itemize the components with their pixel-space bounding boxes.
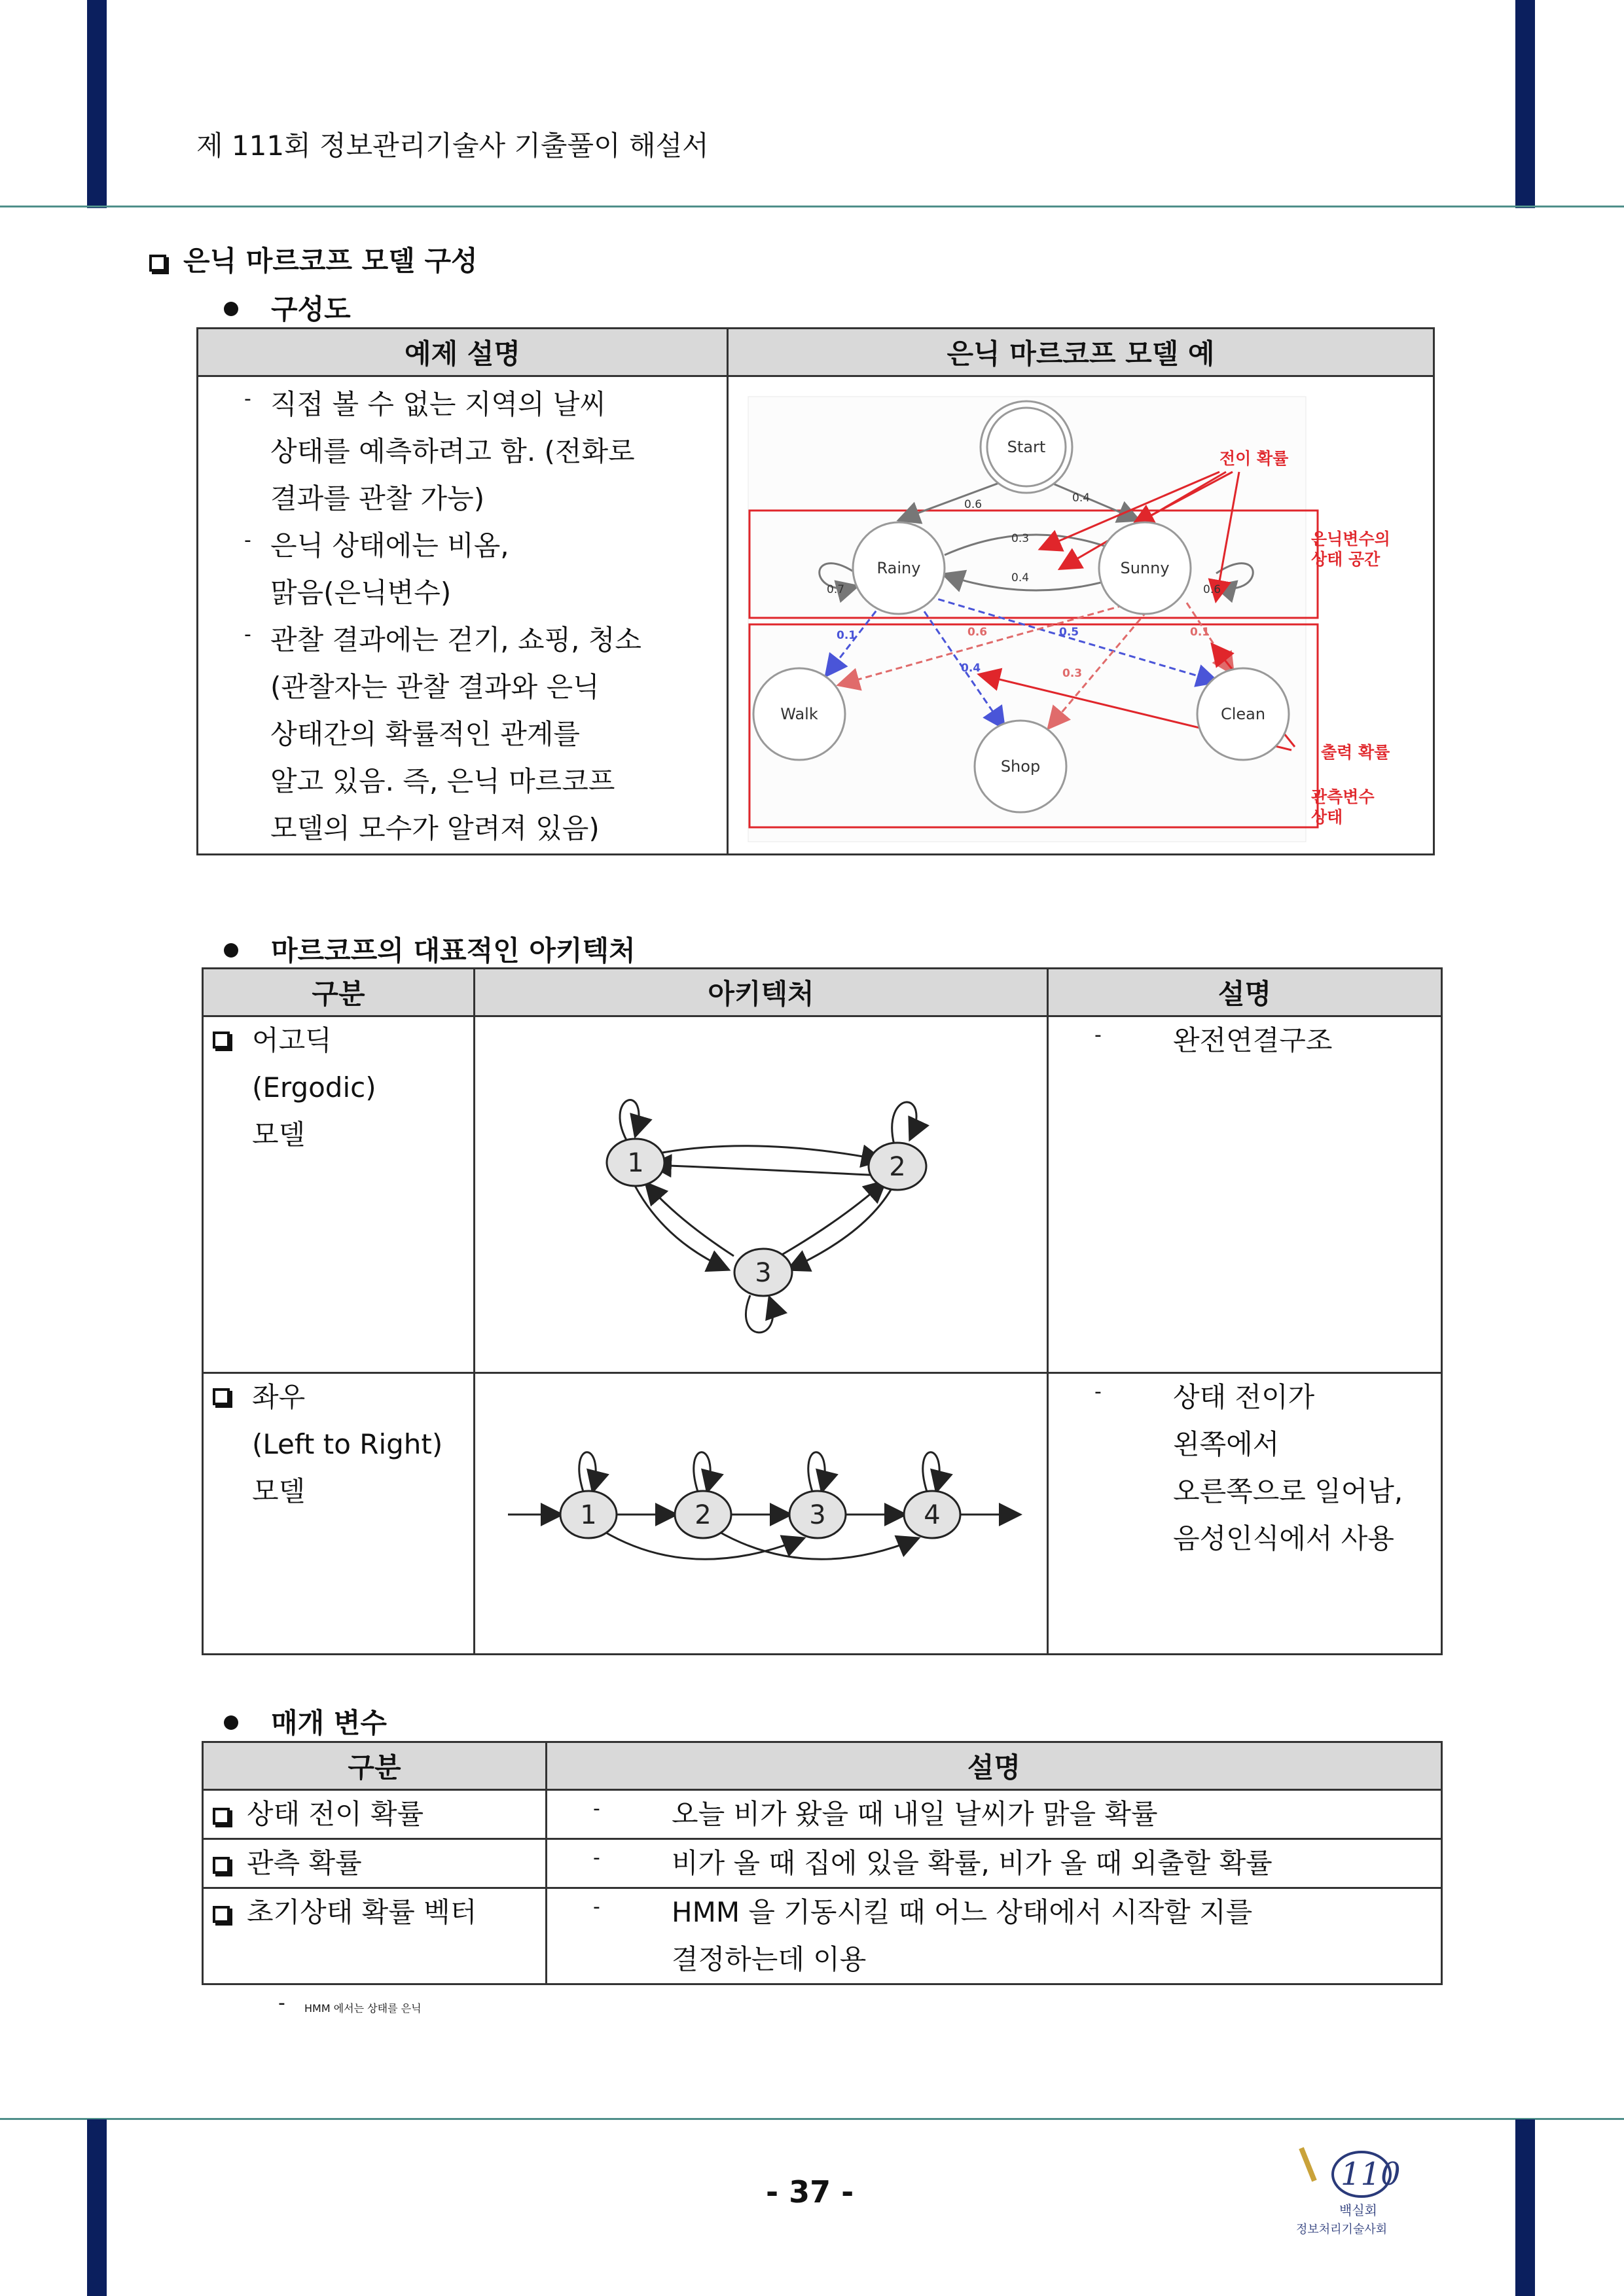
ergodic-node-2 (869, 1143, 926, 1190)
checkbox-icon (213, 1857, 230, 1874)
label-sunny-clean: 0.1 (1190, 626, 1210, 639)
svg-text:Sunny: Sunny (1120, 559, 1170, 577)
svg-text:Start: Start (1007, 438, 1046, 456)
label-rainy-walk: 0.1 (837, 629, 857, 642)
svg-text:4: 4 (924, 1500, 941, 1530)
annotation-output: 출력 확률 (1321, 743, 1390, 762)
bullet-parameters: 매개 변수 (224, 1702, 387, 1741)
ltr-node-3 (789, 1491, 846, 1538)
svg-text:3: 3 (755, 1258, 772, 1288)
loop-3 (808, 1452, 825, 1492)
edge-1-3 (632, 1181, 727, 1269)
ergodic-diagram (475, 1017, 1047, 1365)
ergodic-diagram-cell (475, 1016, 1048, 1373)
node-clean (1197, 668, 1289, 760)
ltr-diagram-cell (475, 1373, 1048, 1655)
ltr-node-4 (904, 1491, 960, 1538)
example-item-3: - 관찰 결과에는 걷기, 쇼핑, 청소 (관찰자는 관찰 결과와 은닉 상태간의 확률적인 관계를 알고 있음. 즉, 은닉 마르코프 모델의 모수가 알려져 있음) (198, 617, 727, 852)
bottom-left-bar (87, 2119, 107, 2296)
top-left-bar (87, 0, 107, 208)
ltr-node-2 (675, 1491, 731, 1538)
ergodic-desc: - 완전연결구조 (1049, 1017, 1441, 1064)
hmm-note: - HMM 에서는 상태를 은닉 (232, 1985, 1624, 2032)
checkbox-icon (213, 1808, 230, 1825)
logo-mark (1288, 2142, 1419, 2240)
edge-2-1 (652, 1165, 881, 1175)
parameters-table (202, 1741, 1443, 1985)
left-to-right-diagram (475, 1374, 1047, 1647)
edge-1-2 (652, 1146, 881, 1160)
ltr-node-1 (560, 1491, 617, 1538)
annotation-obs-2: 상태 (1311, 808, 1343, 827)
svg-text:Walk: Walk (780, 705, 818, 723)
annotation-hidden-2: 상태 공간 (1311, 550, 1380, 569)
svg-text:정보처리기술사회: 정보처리기술사회 (1296, 2223, 1388, 2236)
bullet-icon (224, 1715, 238, 1730)
param-row-3-desc: - HMM 을 기동시킬 때 어느 상태에서 시작할 지를 결정하는데 이용 (547, 1888, 1442, 1984)
label-start-rainy: 0.6 (964, 498, 983, 511)
label-loop-rainy: 0.7 (827, 583, 845, 596)
hmm-diagram (729, 377, 1433, 847)
page-number: - 37 - (766, 2174, 854, 2210)
label-sunny-shop: 0.3 (1062, 667, 1083, 680)
club-logo (1288, 2142, 1419, 2240)
footer-rule (0, 2118, 1624, 2120)
section-title-composition: 은닉 마르코프 모델 구성 (149, 240, 478, 279)
col-header-category: 구분 (203, 1742, 547, 1790)
annotation-transition: 전이 확률 (1219, 449, 1289, 468)
architecture-table (202, 967, 1443, 1655)
document-header: 제 111회 정보관리기술사 기출풀이 해설서 (196, 130, 709, 162)
checkbox-icon (213, 1031, 230, 1049)
loop-2 (892, 1102, 916, 1145)
param-row-1-desc: - 오늘 비가 왔을 때 내일 날씨가 맑을 확률 (547, 1790, 1442, 1839)
label-loop-sunny: 0.6 (1203, 583, 1221, 596)
svg-text:3: 3 (809, 1500, 826, 1530)
label-sunny-rainy: 0.4 (1011, 571, 1030, 584)
bullet-icon (224, 943, 238, 958)
svg-text:Shop: Shop (1000, 757, 1041, 776)
svg-text:110: 110 (1341, 2156, 1401, 2193)
loop-2 (694, 1452, 710, 1492)
checkbox-icon (213, 1906, 230, 1923)
col-header-description: 설명 (1048, 969, 1442, 1016)
hmm-example-table (196, 327, 1435, 855)
loop-4 (923, 1452, 939, 1492)
ltr-name-cell: 좌우 (Left to Right) 모델 (203, 1373, 475, 1655)
node-start (981, 401, 1072, 493)
svg-text:1: 1 (627, 1148, 644, 1178)
ergodic-node-1 (607, 1139, 664, 1186)
svg-text:Rainy: Rainy (876, 559, 921, 577)
label-rainy-shop: 0.4 (961, 662, 981, 675)
annotation-obs-1: 관측변수 (1311, 787, 1375, 806)
col-header-example: 예제 설명 (198, 329, 728, 376)
svg-text:백실회: 백실회 (1339, 2202, 1377, 2218)
bullet-diagram: 구성도 (224, 288, 351, 327)
checkbox-icon (213, 1388, 230, 1405)
svg-text:2: 2 (889, 1152, 906, 1182)
col-header-model: 은닉 마르코프 모델 예 (728, 329, 1434, 376)
node-sunny (1099, 522, 1191, 614)
param-row-1-name: 상태 전이 확률 (203, 1790, 547, 1839)
label-start-sunny: 0.4 (1072, 492, 1091, 505)
ergodic-node-3 (734, 1249, 792, 1296)
bottom-right-bar (1515, 2119, 1535, 2296)
svg-text:1: 1 (580, 1500, 597, 1530)
edge-2-3 (789, 1184, 894, 1269)
node-rainy (853, 522, 945, 614)
model-diagram-cell (728, 376, 1434, 855)
ergodic-name-cell: 어고딕 (Ergodic) 모델 (203, 1016, 475, 1373)
label-sunny-walk: 0.6 (967, 626, 988, 639)
example-item-2: - 은닉 상태에는 비옴, 맑음(은닉변수) (198, 522, 727, 617)
label-rainy-clean: 0.5 (1059, 626, 1079, 639)
edge-3-2 (780, 1182, 884, 1256)
param-row-3-name: 초기상태 확률 벡터 (203, 1888, 547, 1984)
example-item-1: - 직접 볼 수 없는 지역의 날씨 상태를 예측하려고 함. (전화로 결과를 관찰 가능) (198, 381, 727, 522)
node-shop (975, 721, 1066, 812)
col-header-architecture: 아키텍처 (475, 969, 1048, 1016)
loop-1 (579, 1452, 596, 1492)
bullet-icon (224, 302, 238, 316)
annotation-hidden-1: 은닉변수의 (1311, 529, 1390, 548)
node-walk (753, 668, 845, 760)
example-description-cell (198, 376, 728, 855)
ltr-desc: - 상태 전이가 왼쪽에서 오른쪽으로 일어남, 음성인식에서 사용 (1049, 1374, 1441, 1562)
param-row-2-name: 관측 확률 (203, 1839, 547, 1888)
col-header-category: 구분 (203, 969, 475, 1016)
ergodic-desc-cell (1048, 1016, 1442, 1373)
checkbox-icon (149, 255, 166, 272)
label-rainy-sunny: 0.3 (1011, 532, 1030, 545)
header-rule (0, 206, 1624, 207)
svg-text:2: 2 (695, 1500, 712, 1530)
svg-text:Clean: Clean (1220, 705, 1266, 723)
top-right-bar (1515, 0, 1535, 208)
param-row-2-desc: - 비가 올 때 집에 있을 확률, 비가 올 때 외출할 확률 (547, 1839, 1442, 1888)
loop-3 (746, 1295, 773, 1333)
bullet-architecture: 마르코프의 대표적인 아키텍처 (224, 929, 636, 969)
col-header-description: 설명 (547, 1742, 1442, 1790)
ltr-desc-cell (1048, 1373, 1442, 1655)
